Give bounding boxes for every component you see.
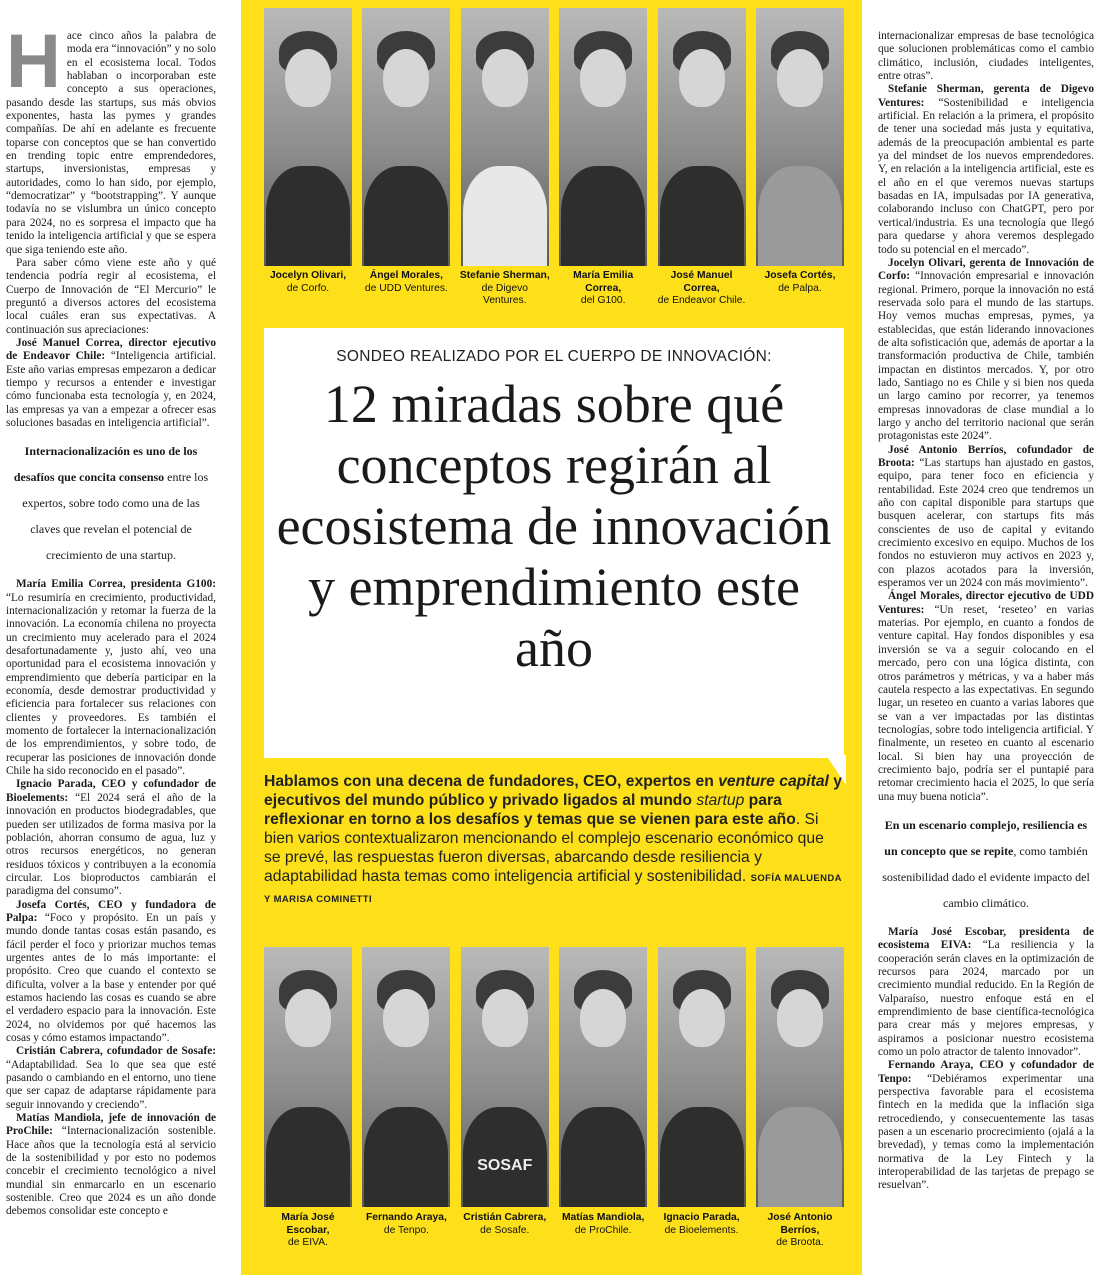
portrait-angel-morales: [362, 8, 450, 266]
photo-caption: Stefanie Sherman, de Digevo Ventures.: [459, 270, 550, 306]
intro-paragraph: Hace cinco años la palabra de moda era “innovación” y no solo en el ecosistema local. Todos hablaban o incorporaban este concepto a sus operaciones, pasando desde las startups, sus más obvios exponentes, hasta las pymes y grandes compañías. De ahí en adelante es frecuente toparse con conceptos que se han convertido en trending topic entre emprendedores, startups, inversionistas, empresas y autoridades, como lo han sido, por ejemplo, “democratizar” y “bootstrapping”. Y aunque todavía no se vislumbra un único concepto para 2024, no es sorpresa el impacto que ha tenido la inteligencia artificial y que se espera que siga teniendo este año.: [6, 30, 216, 256]
pull-quote: Internacionalización es uno de los desafíos que concita consenso entre los expertos, sobre todo como una de las claves que revelan el potencial de crecimiento de una startup.: [13, 444, 209, 563]
dropcap: H: [6, 30, 61, 104]
portrait-jocelyn-olivari: [264, 8, 352, 266]
quote-paragraph: María José Escobar, presidenta de ecosistema EIVA: “La resiliencia y la cooperación serán claves en la optimización de recursos para 2024, marcado por un crecimiento mundial reducido. En la Región de Valparaíso, nuestro enfoque está en el emprendimiento de base científica-tecnológica para crear más y mejores empresas, y aspiramos a posicionar nuestro ecosistema como un polo atractor de talento innovador”.: [878, 925, 1094, 1059]
photo-caption: María Emilia Correa, del G100.: [573, 270, 634, 306]
portrait-fernando-araya: [362, 947, 450, 1207]
portrait-jose-manuel-correa: [658, 8, 746, 266]
left-text-column: [6, 30, 216, 1270]
portrait-josefa-cortes: [756, 8, 844, 266]
portrait-ignacio-parada: [658, 947, 746, 1207]
quote-paragraph: José Manuel Correa, director ejecutivo de Endeavor Chile: “Inteligencia artificial. Este año varias empresas empezaron a dedicar tiempo y recursos a entender e investigar cómo funcionaba esta tecnología y, en 2024, las empresas ya van a empezar a ofrecer esas soluciones basadas en inteligencia artificial”.: [6, 336, 216, 429]
article-kicker: SONDEO REALIZADO POR EL CUERPO DE INNOVACIÓN:: [336, 348, 772, 365]
photo-caption: Josefa Cortés, de Palpa.: [764, 270, 836, 294]
caption-row-bottom: [262, 1212, 846, 1250]
quote-paragraph: Josefa Cortés, CEO y fundadora de Palpa: “Foco y propósito. En un país y mundo donde tantas cosas están pasando, es fácil perder el foco y priorizar muchos temas urgentes antes de lo más importante: el propósito. Creo que cuando el contexto se dificulta, volver a la base y entender por qué estamos haciendo las cosas es cuando se abre el verdadero espacio para la innovación. Este 2024, no olvidemos por qué hacemos las cosas y cómo estamos impactando”.: [6, 898, 216, 1044]
pull-quote: En un escenario complejo, resiliencia es un concepto que se repite, como también sostenibilidad dado el evidente impacto del cambio climático.: [882, 817, 1090, 910]
quote-paragraph: Jocelyn Olivari, gerenta de Innovación de Corfo: “Innovación empresarial e innovación regional. Primero, porque la innovación no está reservada solo para el mundo de las startups. Hoy vemos muchas empresas, pymes, ya establecidas, que están liderando innovaciones de alta sofisticación que, además de aportar a la transformación productiva de Chile, también impactan en distintos mercados. Y, por otro lado, Santiago no es Chile y si bien nos queda un largo camino por recorrer, ya tenemos empresas innovadoras de clase mundial a lo largo y ancho del territorio nacional que serán protagonistas este 2024”.: [878, 256, 1094, 443]
portrait-matias-mandiola: [559, 947, 647, 1207]
quote-paragraph: Matías Mandiola, jefe de innovación de ProChile: “Internacionalización sostenible. Hace años que la tecnología está al servicio de la sostenibilidad y por esto no podemos concebir el crecimiento tecnológico a nivel mundial sin enmarcarlo en un escenario sostenible. Creo que 2024 es un año donde debemos consolidar este concepto e: [6, 1112, 216, 1218]
article-headline: 12 miradas sobre qué conceptos regirán al ecosistema de innovación y emprendimiento este año: [276, 374, 832, 678]
quote-paragraph: Cristián Cabrera, cofundador de Sosafe: “Adaptabilidad. Sea lo que sea que esté pasando o cambiando en el entorno, uno tiene que ser capaz de adaptarse rápidamente para seguir innovando y creciendo”.: [6, 1045, 216, 1111]
photo-row-top: [264, 8, 844, 266]
portrait-maria-emilia-correa: [559, 8, 647, 266]
right-text-column: [878, 30, 1094, 1270]
photo-caption: José Manuel Correa, de Endeavor Chile.: [657, 270, 746, 306]
quote-paragraph: Ignacio Parada, CEO y cofundador de Bioelements: “El 2024 será el año de la innovación en productos biodegradables, que pueden ser utilizados de forma masiva por la población, ahorran consumo de agua, luz y otros recursos energéticos, no generan residuos tóxicos y contribuyen a la economía circular. Los bioproductos cambiarán el paradigma del consumo”.: [6, 778, 216, 898]
article-byline: SOFÍA MALUENDA Y MARISA COMINETTI: [264, 873, 842, 905]
continued-paragraph: internacionalizar empresas de base tecnológica que solucionen problemáticas como el cambio climático, inclusión, ciudades inteligentes, entre otras”.: [878, 30, 1094, 83]
photo-caption: Fernando Araya, de Tenpo.: [365, 1212, 447, 1236]
quote-paragraph: José Antonio Berríos, cofundador de Broota: “Las startups han ajustado en gastos, equipo, para tener foco en eficiencia y rentabilidad. Este 2024 creo que tendremos un año con capital disponible para startups que busquen acelerar, con startups fits más conscientes de uso de capital y evitando crecimiento excesivo en equipo. Muchos de los fondos no estuvieron muy activos en 2023 y, con plazos acotados para la inversión, esperamos ver un 2024 con más movimiento”.: [878, 443, 1094, 590]
photo-caption: Matías Mandiola, de ProChile.: [561, 1212, 645, 1236]
photo-caption: Cristián Cabrera, de Sosafe.: [463, 1212, 547, 1236]
photo-caption: José Antonio Berríos, de Broota.: [767, 1212, 833, 1248]
portrait-maria-jose-escobar: [264, 947, 352, 1207]
article-lead: Hablamos con una decena de fundadores, CEO, expertos en venture capital y ejecutivos del mundo público y privado ligados al mundo startup para reflexionar en torno a los desafíos y temas que se vienen para este año. Si bien varios contextualizaron mencionando el complejo escenario económico que se prevé, las respuestas fueron diversas, abarcando desde resiliencia y adaptabilidad hasta temas como inteligencia artificial y sostenibilidad. SOFÍA MALUENDA Y MARISA COMINETTI: [264, 773, 843, 905]
quote-paragraph: Fernando Araya, CEO y cofundador de Tenpo: “Debiéramos experimentar una perspectiva favorable para el ecosistema fintech en la medida que la inflación siga retrocediendo, y consecuentemente las tasas pasen a un escenario procrecimiento (ojalá a la brevedad), y temas como la implementación normativa de la Ley Fintech y la interoperabilidad de las tarjetas de prepago se resuelvan”.: [878, 1059, 1094, 1192]
photo-caption: Jocelyn Olivari, de Corfo.: [269, 270, 347, 294]
quote-paragraph: Ángel Morales, director ejecutivo de UDD Ventures: “Un reset, ‘reseteo’ en varias materias. Por ejemplo, en cuanto a fondos de venture capital. Hay fondos disponibles y esa inversión se va a seguir colocando en el mercado, pero con una lógica distinta, con otros parámetros y métricas, y va a haber más cautela respecto a las expectativas. En segundo lugar, un reseteo en cuanto a varias labores que se van a ver impactadas por las distintas tecnologías, sobre todo inteligencia artificial. Y finalmente, un reseteo en cuanto al escenario local. Si bien hay una proyección de crecimiento bajo, podría ser el puntapié para retomar crecimiento hacia el 2025, lo que sería una muy buena noticia”.: [878, 590, 1094, 803]
photo-row-bottom: [264, 947, 844, 1207]
photo-caption: María José Escobar, de EIVA.: [281, 1212, 335, 1248]
portrait-jose-antonio-berrios: [756, 947, 844, 1207]
photo-caption: Ignacio Parada, de Bioelements.: [663, 1212, 740, 1236]
intro-paragraph-2: Para saber cómo viene este año y qué tendencia podría regir al ecosistema, el Cuerpo de Innovación de “El Mercurio” le preguntó a diversos actores del ecosistema local cuáles eran sus expectativas. A continuación sus apreciaciones:: [6, 256, 216, 336]
photo-caption: Ángel Morales, de UDD Ventures.: [364, 270, 448, 294]
caption-row-top: [262, 270, 846, 308]
quote-paragraph: Stefanie Sherman, gerenta de Digevo Ventures: “Sostenibilidad e inteligencia artificial. En relación a la primera, el propósito de tener una sociedad más justa y equitativa, además de la preocupación ambiental es parte ya del mindset de los nuevos emprendedores. Y, en relación a la inteligencia artificial, este es el año en el que veremos nuevas startups basadas en IA, impulsadas por IA generativa, colaborando incluso con ChatGPT, pero por vertical/industria. Es una tecnología que llegó para quedarse y ahora veremos desplegado todo su potencial en el mercado”.: [878, 83, 1094, 256]
shirt-logo-text: SOSAF: [477, 1157, 533, 1174]
portrait-cristian-cabrera: [461, 947, 549, 1207]
headline-box: [264, 328, 844, 758]
portrait-stefanie-sherman: [461, 8, 549, 266]
quote-paragraph: María Emilia Correa, presidenta G100: “Lo resumiría en crecimiento, productividad, internacionalización y retomar la fuerza de la innovación. La economía chilena no proyecta un crecimiento muy acelerado para el 2024 desafortunadamente y, justo ahí, veo una oportunidad para el ecosistema innovación y emprendimiento que debería participar en la economía, desde demostrar productividad y eficiencia para fortalecer sus relaciones con clientes y proveedores. Es también el momento de fortalecer la internacionalización de los emprendimientos, y sobre todo, de recuperar las posiciones de innovación donde Chile ha sido reconocido en el pasado”.: [6, 578, 216, 778]
